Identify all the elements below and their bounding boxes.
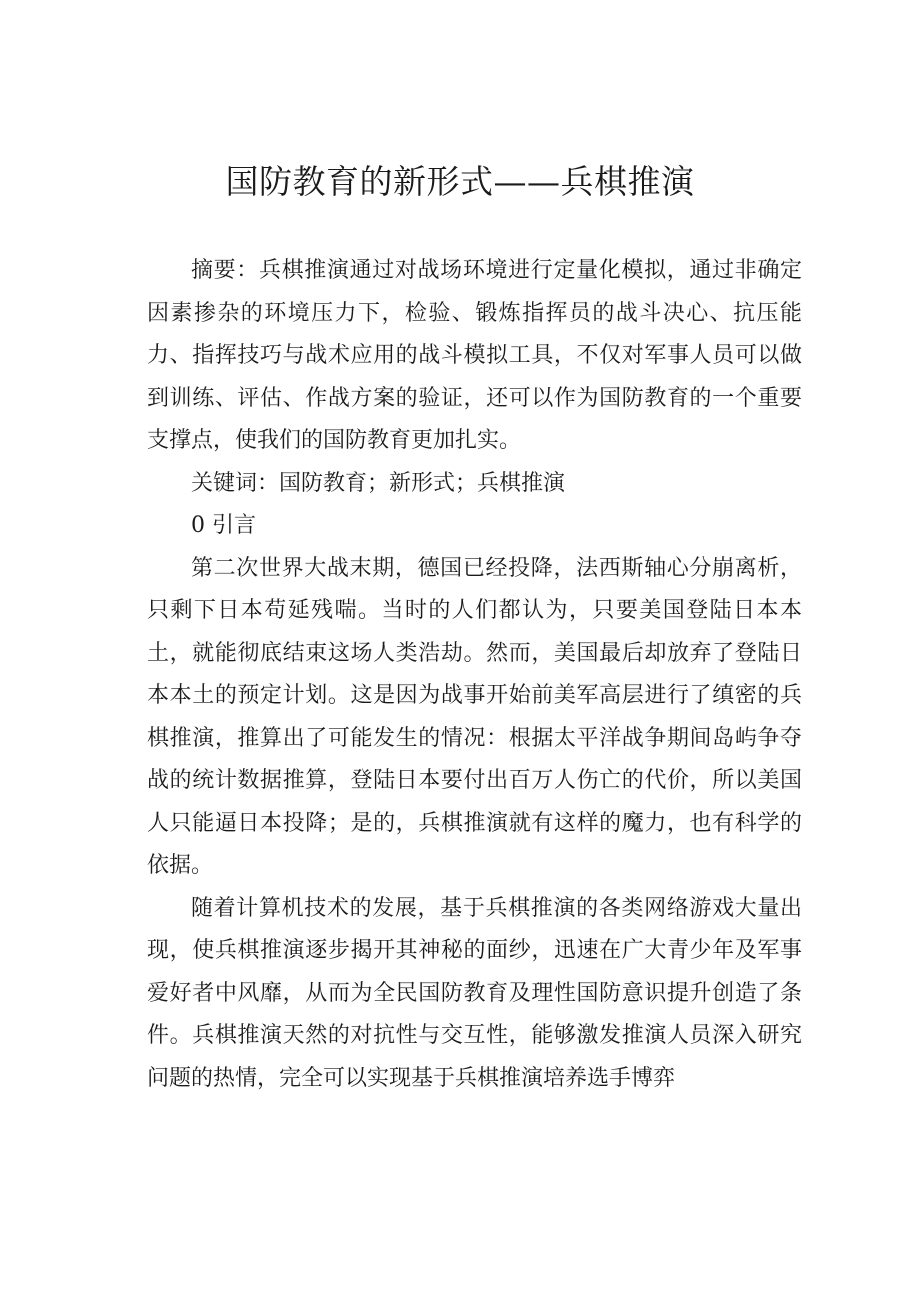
body-paragraph-1: 第二次世界大战末期，德国已经投降，法西斯轴心分崩离析，只剩下日本苟延残喘。当时的人们都认为，只要美国登陆日本本土，就能彻底结束这场人类浩劫。然而，美国最后却放弃了登陆日本本土的预定计划。这是因为战事开始前美军高层进行了缜密的兵棋推演，推算出了可能发生的情况：根据太平洋战争期间岛屿争夺战的统计数据推算，登陆日本要付出百万人伤亡的代价，所以美国人只能逼日本投降；是的，兵棋推演就有这样的魔力，也有科学的依据。 <box>147 555 802 878</box>
section-heading: 0 引言 <box>191 513 256 538</box>
document-title: 国防教育的新形式——兵棋推演 <box>225 162 695 201</box>
document-body <box>147 250 802 1100</box>
body-paragraph-2: 随着计算机技术的发展，基于兵棋推演的各类网络游戏大量出现，使兵棋推演逐步揭开其神秘的面纱，迅速在广大青少年及军事爱好者中风靡，从而为全民国防教育及理性国防意识提升创造了条件。兵棋推演天然的对抗性与交互性，能够激发推演人员深入研究问题的热情，完全可以实现基于兵棋推演培养选手博弈 <box>147 895 802 1091</box>
keywords-paragraph: 关键词：国防教育；新形式；兵棋推演 <box>191 470 566 496</box>
abstract-paragraph: 摘要：兵棋推演通过对战场环境进行定量化模拟，通过非确定因素掺杂的环境压力下，检验、锻炼指挥员的战斗决心、抗压能力、指挥技巧与战术应用的战斗模拟工具，不仅对军事人员可以做到训练、评估、作战方案的验证，还可以作为国防教育的一个重要支撑点，使我们的国防教育更加扎实。 <box>147 258 802 453</box>
